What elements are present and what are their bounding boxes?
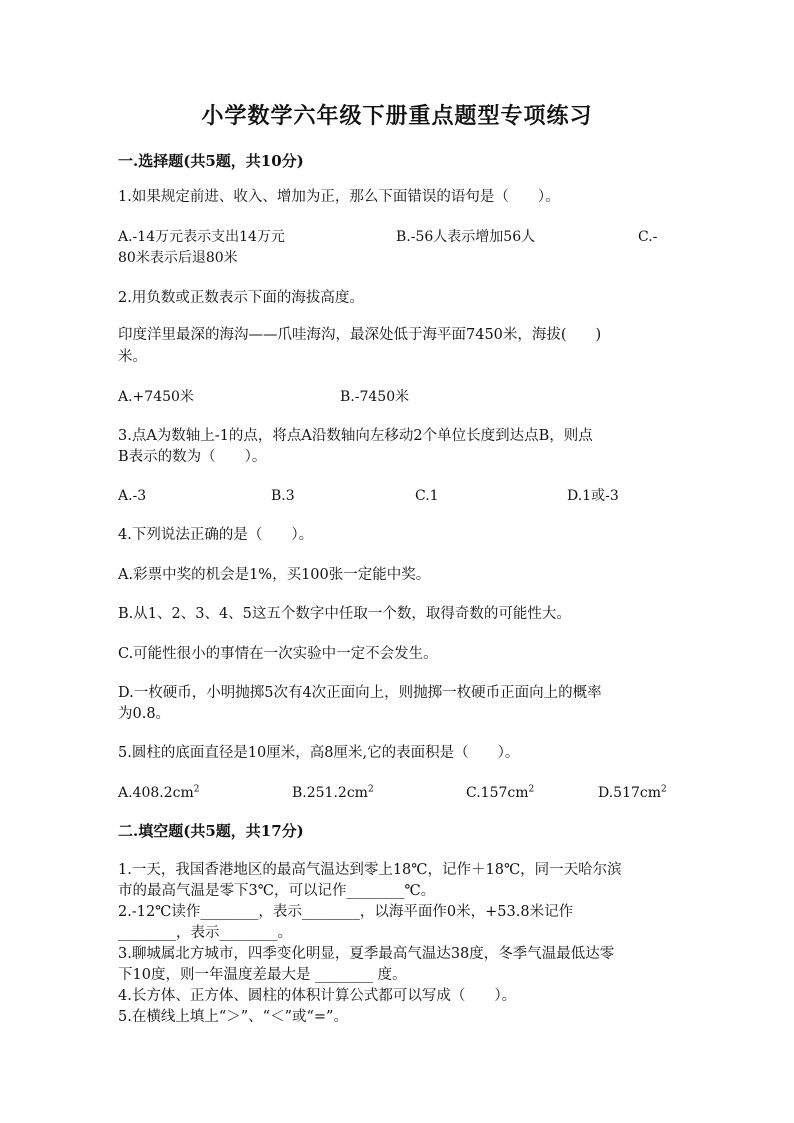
question-3-stem-cont: B表示的数为（ ）。	[118, 449, 267, 465]
question-1-option-c-cont: 80米表示后退80米	[118, 250, 238, 266]
question-3-option-d: D.1或-3	[567, 488, 619, 504]
question-4-stem: 4.下列说法正确的是（ ）。	[118, 527, 314, 543]
fill-question-2: 2.-12℃读作________，表示________，以海平面作0米，+53.8米记作	[118, 904, 574, 920]
question-2-detail: 印度洋里最深的海沟——爪哇海沟，最深处低于海平面7450米，海拔( )	[118, 327, 602, 343]
area-unit-exponent: 2	[193, 784, 200, 795]
question-4-option-d-cont: 为0.8。	[118, 706, 171, 722]
fill-question-1-cont: 市的最高气温是零下3℃，可以记作________℃。	[118, 883, 436, 899]
question-2-detail-cont: 米。	[118, 349, 147, 365]
page-title: 小学数学六年级下册重点题型专项练习	[201, 103, 593, 129]
option-b-text: B.251.2cm	[292, 785, 368, 801]
question-1-option-c: C.-	[638, 229, 658, 245]
question-4-option-c: C.可能性很小的事情在一次实验中一定不会发生。	[118, 646, 438, 662]
question-1-stem: 1.如果规定前进、收入、增加为正，那么下面错误的语句是（ ）。	[118, 189, 560, 205]
question-5-stem: 5.圆柱的底面直径是10厘米，高8厘米,它的表面积是（ ）。	[118, 745, 520, 761]
question-2-option-a: A.+7450米	[118, 389, 194, 405]
option-a-text: A.408.2cm	[118, 785, 194, 801]
fill-question-4: 4.长方体、正方体、圆柱的体积计算公式都可以写成（ ）。	[118, 988, 517, 1004]
question-4-option-b: B.从1、2、3、4、5这五个数字中任取一个数，取得奇数的可能性大。	[118, 606, 571, 622]
fill-question-5: 5.在横线上填上“＞”、“＜”或“=”。	[118, 1009, 348, 1025]
section-heading-choice: 一.选择题(共5题，共10分)	[118, 152, 304, 170]
question-5-option-a	[118, 782, 200, 804]
question-3-option-a: A.-3	[118, 488, 147, 504]
question-2-stem: 2.用负数或正数表示下面的海拔高度。	[118, 290, 364, 306]
question-5-option-d	[598, 782, 667, 804]
question-3-option-b: B.3	[271, 488, 295, 504]
question-3-option-c: C.1	[415, 488, 439, 504]
fill-question-2-cont: ________，表示________。	[118, 925, 292, 941]
area-unit-exponent: 2	[367, 784, 374, 795]
question-5-option-c	[466, 782, 534, 804]
fill-question-1: 1.一天，我国香港地区的最高气温达到零上18℃，记作＋18℃，同一天哈尔滨	[118, 862, 622, 878]
fill-question-3: 3.聊城属北方城市，四季变化明显，夏季最高气温达38度，冬季气温最低达零	[118, 946, 615, 962]
area-unit-exponent: 2	[528, 784, 535, 795]
option-d-text: D.517cm	[598, 785, 662, 801]
area-unit-exponent: 2	[661, 784, 667, 795]
section-heading-fill-blank: 二.填空题(共5题，共17分)	[118, 822, 304, 840]
fill-question-3-cont: 下10度，则一年温度差最大是 ________ 度。	[118, 967, 407, 983]
question-4-option-d: D.一枚硬币，小明抛掷5次有4次正面向上，则抛掷一枚硬币正面向上的概率	[118, 685, 602, 701]
question-4-option-a: A.彩票中奖的机会是1%，买100张一定能中奖。	[118, 567, 431, 583]
question-2-option-b: B.-7450米	[340, 389, 410, 405]
question-1-option-a: A.-14万元表示支出14万元	[118, 229, 285, 245]
question-1-option-b: B.-56人表示增加56人	[396, 229, 536, 245]
option-c-text: C.157cm	[466, 785, 529, 801]
question-3-stem: 3.点A为数轴上-1的点，将点A沿数轴向左移动2个单位长度到达点B，则点	[118, 428, 593, 444]
question-5-option-b	[292, 782, 374, 804]
